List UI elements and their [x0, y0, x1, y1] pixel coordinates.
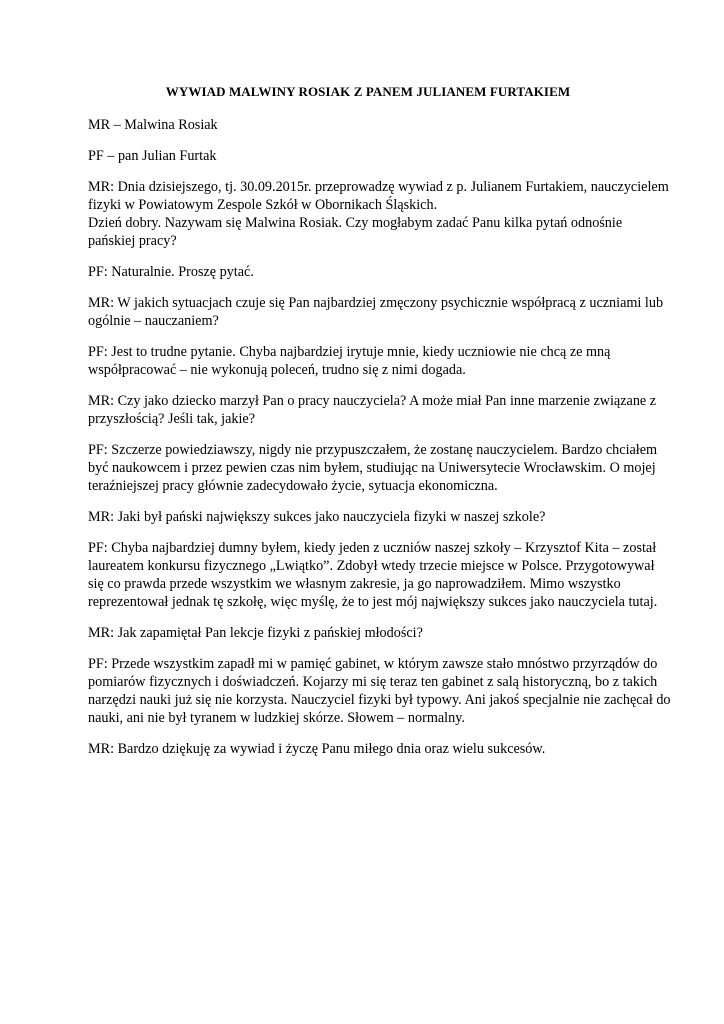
text-line: PF – pan Julian Furtak [88, 148, 217, 164]
paragraph [88, 655, 671, 727]
text-line: MR: W jakich sytuacjach czuje się Pan najbardziej zmęczony psychicznie współpracą z uczniami lub [88, 295, 664, 311]
text-line: narzędzi nauki już się nie korzysta. Nauczyciel fizyki był typowy. Ani jakoś specjalnie nie zachęcał do [88, 692, 671, 708]
paragraph [88, 508, 648, 526]
text-line: pańskiej pracy? [88, 233, 177, 249]
document-title: WYWIAD MALWINY ROSIAK Z PANEM JULIANEM FURTAKIEM [165, 84, 571, 99]
text-line: MR: Jaki był pański największy sukces jako nauczyciela fizyki w naszej szkole? [88, 509, 546, 525]
text-line: ogólnie – nauczaniem? [88, 313, 219, 329]
text-line: PF: Naturalnie. Proszę pytać. [88, 264, 254, 280]
paragraph [88, 294, 664, 330]
text-line: Dzień dobry. Nazywam się Malwina Rosiak. Czy mogłabym zadać Panu kilka pytań odnośnie [88, 215, 623, 231]
text-line: współpracować – nie wykonują poleceń, trudno się z nimi dogada. [88, 362, 466, 378]
text-line: pomiarów fizycznych i doświadczeń. Kojarzy mi się teraz ten gabinet z salą historyczną, bo z takich [88, 674, 658, 690]
paragraph [88, 343, 648, 379]
document-body [88, 116, 671, 758]
text-line: PF: Przede wszystkim zapadł mi w pamięć gabinet, w którym zawsze stało mnóstwo przyrządów do [88, 656, 658, 672]
text-line: być naukowcem i przez pewien czas nim byłem, studiując na Uniwersytecie Wrocławskim. O mojej [88, 460, 656, 476]
paragraph [88, 147, 648, 165]
text-line: przyszłością? Jeśli tak, jakie? [88, 411, 256, 427]
text-line: laureatem konkursu fizycznego „Lwiątko”. Zdobył wtedy trzecie miejsce w Polsce. Przygotowywał [88, 558, 655, 574]
paragraph [88, 263, 648, 281]
text-line: MR: Czy jako dziecko marzył Pan o pracy nauczyciela? A może miał Pan inne marzenie związane z [88, 393, 657, 409]
text-line: MR: Bardzo dziękuję za wywiad i życzę Panu miłego dnia oraz wielu sukcesów. [88, 741, 546, 757]
text-line: PF: Szczerze powiedziawszy, nigdy nie przypuszczałem, że zostanę nauczycielem. Bardzo chciałem [88, 442, 658, 458]
text-line: MR: Jak zapamiętał Pan lekcje fizyki z pańskiej młodości? [88, 625, 423, 641]
text-line: PF: Jest to trudne pytanie. Chyba najbardziej irytuje mnie, kiedy uczniowie nie chcą ze mną [88, 344, 611, 360]
text-line: fizyki w Powiatowym Zespole Szkół w Obornikach Śląskich. [88, 197, 438, 213]
text-line: PF: Chyba najbardziej dumny byłem, kiedy jeden z uczniów naszej szkoły – Krzysztof Kita – został [88, 540, 657, 556]
paragraph [88, 539, 658, 611]
paragraph [88, 441, 658, 495]
paragraph [88, 178, 669, 250]
paragraph [88, 392, 657, 428]
paragraph [88, 624, 648, 642]
text-line: reprezentował jednak tę szkołę, więc myślę, że to jest mój największy sukces jako nauczyciela tutaj. [88, 594, 658, 610]
text-line: MR: Dnia dzisiejszego, tj. 30.09.2015r. przeprowadzę wywiad z p. Julianem Furtakiem, nauczycielem [88, 179, 669, 195]
text-line: nauki, ani nie był tyranem w ludzkiej skórze. Słowem – normalny. [88, 710, 465, 726]
text-line: teraźniejszej pracy głównie zadecydowało życie, sytuacja ekonomiczna. [88, 478, 498, 494]
text-line: się co prawda przede wszystkim we własnym zakresie, ja go naprowadziłem. Mimo wszystko [88, 576, 621, 592]
paragraph [88, 740, 648, 758]
text-line: MR – Malwina Rosiak [88, 117, 218, 133]
paragraph [88, 116, 648, 134]
document-page [88, 84, 671, 771]
